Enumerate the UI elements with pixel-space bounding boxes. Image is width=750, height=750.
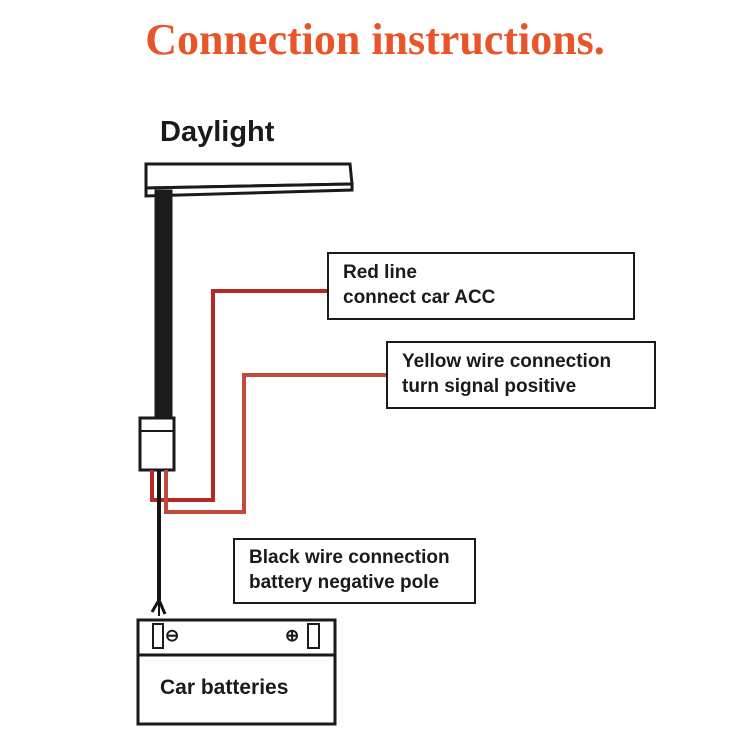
car-battery-label: Car batteries [160,676,289,699]
callout-red-line1: Red line [343,262,417,283]
callout-yellow-wire [386,341,656,409]
callout-red-line [327,252,635,320]
callout-black-wire [233,538,476,604]
main-cable [155,190,172,418]
battery-positive-terminal-icon: ⊕ [285,626,300,645]
callout-yellow-line1: Yellow wire connection [402,351,612,372]
callout-red-line2: connect car ACC [343,287,496,308]
page-title: Connection instructions. [145,15,605,64]
daylight-lamp [146,164,352,196]
red-wire-path [152,291,327,500]
daylight-label: Daylight [160,116,275,148]
connector-block [140,418,174,470]
callout-yellow-line2: turn signal positive [402,376,577,397]
black-wire-tip [152,600,159,612]
callout-black-line2: battery negative pole [249,572,440,593]
battery-negative-terminal-icon: ⊖ [165,626,180,645]
callout-black-line1: Black wire connection [249,547,450,568]
yellow-wire-path [166,375,386,512]
